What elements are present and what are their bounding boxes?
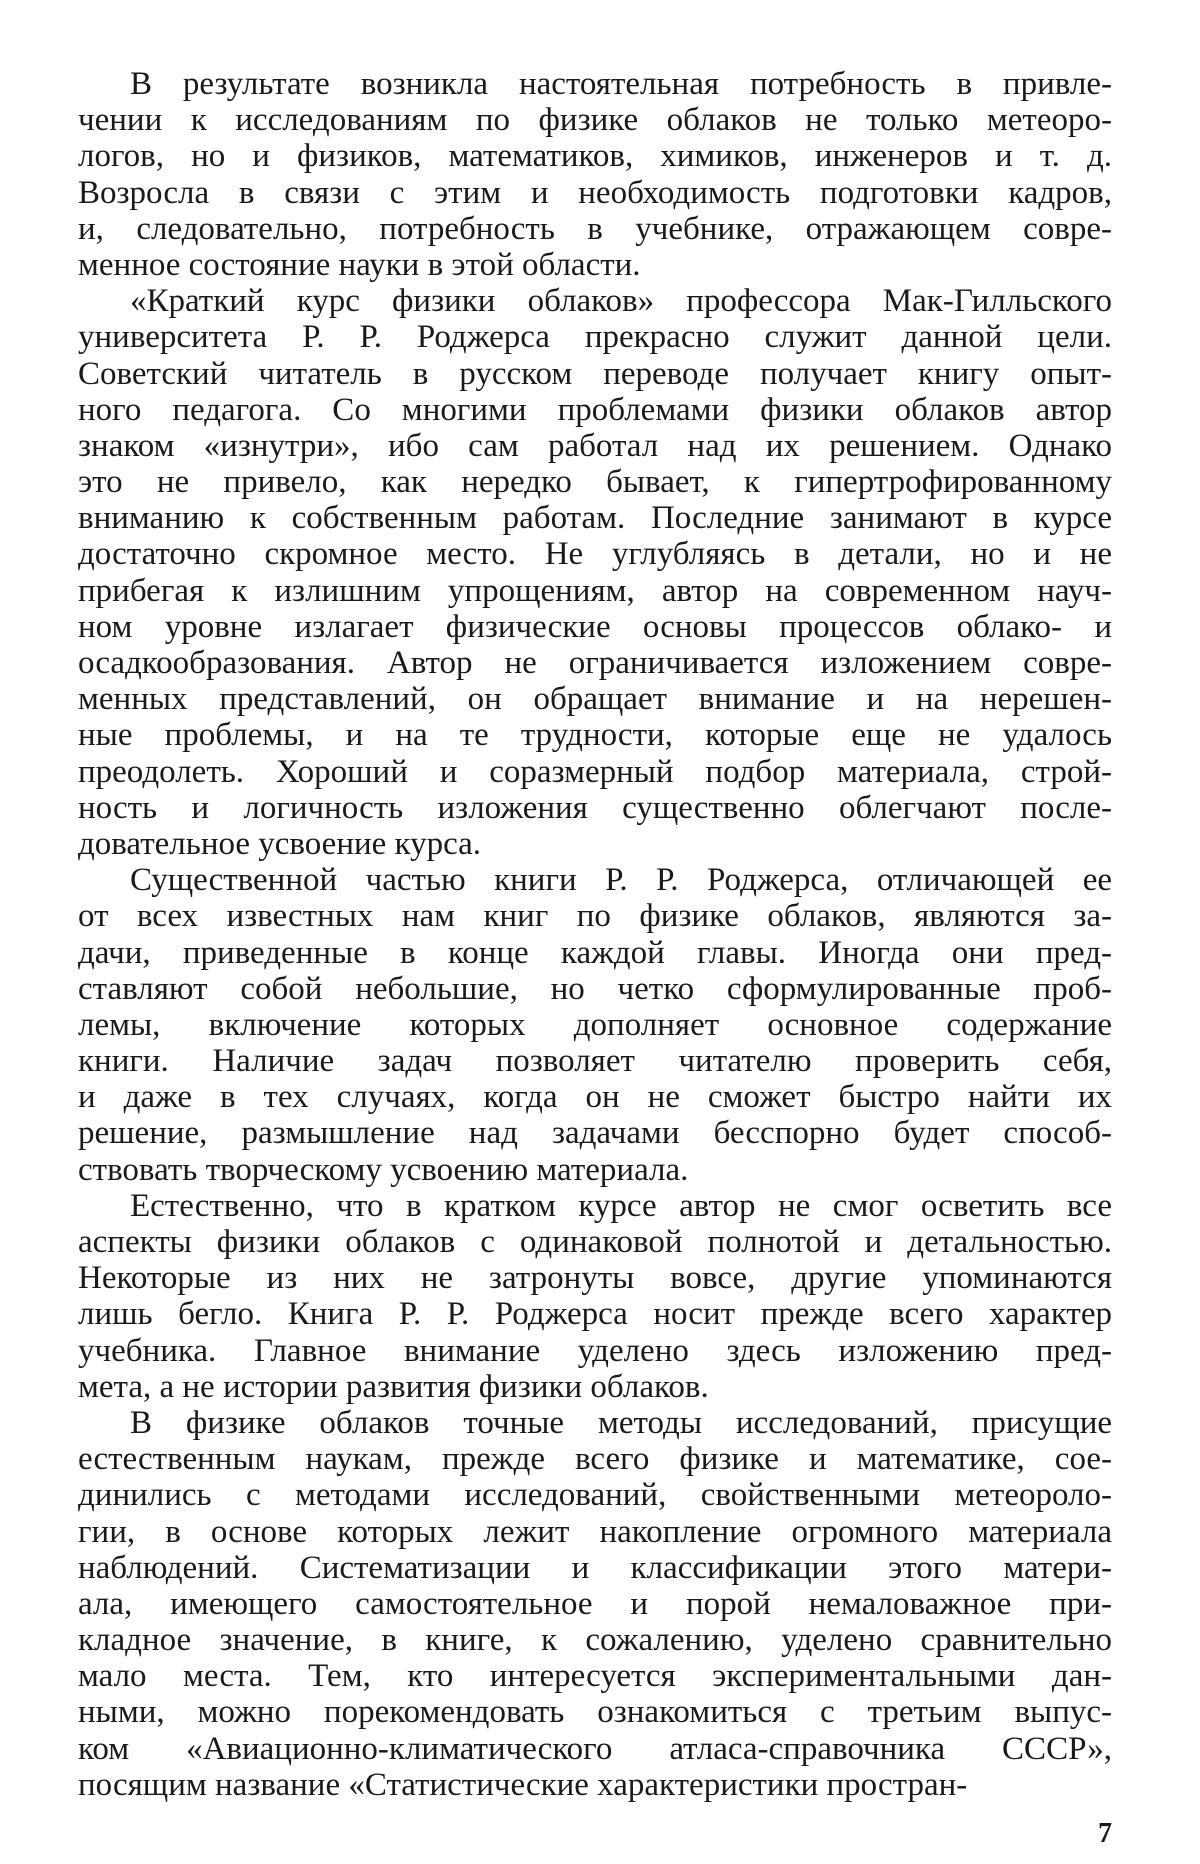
- text-line: университета Р. Р. Роджерса прекрасно служит данной цели.: [78, 319, 1112, 356]
- text-line: Некоторые из них не затронуты вовсе, другие упоминаются: [78, 1260, 1112, 1297]
- text-line: лишь бегло. Книга Р. Р. Роджерса носит прежде всего характер: [78, 1296, 1112, 1333]
- text-line: от всех известных нам книг по физике облаков, являются за-: [78, 898, 1112, 935]
- text-line: В физике облаков точные методы исследований, присущие: [130, 1404, 1112, 1441]
- text-line: ала, имеющего самостоятельное и порой немаловажное при-: [78, 1585, 1112, 1622]
- text-line: это не привело, как нередко бывает, к гипертрофированному: [78, 464, 1112, 501]
- text-line: ком «Авиационно-климатического атласа-справочника СССР»,: [78, 1730, 1112, 1767]
- text-line: кладное значение, в книге, к сожалению, уделено сравнительно: [78, 1622, 1112, 1659]
- paragraph: [78, 1405, 1112, 1803]
- text-line: аспекты физики облаков с одинаковой полнотой и детальностью.: [78, 1224, 1112, 1260]
- text-line: мета, а не истории развития физики облаков.: [78, 1368, 709, 1405]
- text-line: ными, можно порекомендовать ознакомиться с третьим выпус-: [78, 1694, 1112, 1731]
- text-line: ставляют собой небольшие, но четко сформулированные проб-: [78, 970, 1112, 1007]
- document-page: [78, 66, 1112, 1856]
- text-line: ные проблемы, и на те трудности, которые еще не удалось: [78, 717, 1112, 754]
- text-line: лемы, включение которых дополняет основное содержание: [78, 1006, 1112, 1043]
- text-line: «Краткий курс физики облаков» профессора Мак-Гилльского: [130, 283, 1112, 320]
- text-line: посящим название «Статистические характеристики простран-: [78, 1766, 968, 1803]
- paragraph: [78, 1188, 1112, 1405]
- text-line: наблюдений. Систематизации и классификации этого матери-: [78, 1549, 1112, 1586]
- page-number: 7: [1098, 1818, 1112, 1849]
- text-line: Естественно, что в кратком курсе автор не смог осветить все: [130, 1187, 1112, 1224]
- text-line: Советский читатель в русском переводе получает книгу опыт-: [78, 355, 1112, 392]
- text-line: довательное усвоение курса.: [78, 825, 482, 862]
- text-line: ного педагога. Со многими проблемами физики облаков автор: [78, 391, 1112, 428]
- text-line: мало места. Тем, кто интересуется экспериментальными дан-: [78, 1658, 1112, 1695]
- text-line: чении к исследованиям по физике облаков не только метеоро-: [78, 102, 1112, 139]
- text-line: преодолеть. Хороший и соразмерный подбор материала, строй-: [78, 753, 1112, 790]
- text-line: и даже в тех случаях, когда он не сможет быстро найти их: [78, 1079, 1112, 1116]
- text-line: и, следовательно, потребность в учебнике, отражающем совре-: [78, 210, 1112, 247]
- text-line: дачи, приведенные в конце каждой главы. Иногда они пред-: [78, 934, 1112, 971]
- text-line: естественным наукам, прежде всего физике и математике, сое-: [78, 1441, 1112, 1478]
- text-line: достаточно скромное место. Не углубляясь в детали, но и не: [78, 536, 1112, 573]
- text-line: прибегая к излишним упрощениям, автор на современном науч-: [78, 572, 1112, 609]
- text-line: ном уровне излагает физические основы процессов облако- и: [78, 608, 1112, 645]
- text-line: учебника. Главное внимание уделено здесь изложению пред-: [78, 1332, 1112, 1369]
- text-line: осадкообразования. Автор не ограничивается изложением совре-: [78, 645, 1112, 681]
- text-line: В результате возникла настоятельная потребность в привле-: [130, 66, 1112, 102]
- text-line: знаком «изнутри», ибо сам работал над их решением. Однако: [78, 427, 1112, 464]
- text-line: ствовать творческому усвоению материала.: [78, 1151, 689, 1188]
- paragraph: [78, 862, 1112, 1188]
- paragraph: [78, 66, 1112, 283]
- text-line: менных представлений, он обращает внимание и на нерешен-: [78, 681, 1112, 718]
- text-line: логов, но и физиков, математиков, химиков, инженеров и т. д.: [78, 138, 1112, 175]
- text-line: вниманию к собственным работам. Последние занимают в курсе: [78, 500, 1112, 537]
- body-text: [78, 66, 1112, 1803]
- text-line: Возросла в связи с этим и необходимость подготовки кадров,: [78, 174, 1112, 211]
- text-line: динились с методами исследований, свойственными метеороло-: [78, 1477, 1112, 1514]
- text-line: Существенной частью книги Р. Р. Роджерса, отличающей ее: [130, 862, 1112, 899]
- text-line: книги. Наличие задач позволяет читателю проверить себя,: [78, 1043, 1112, 1080]
- text-line: менное состояние науки в этой области.: [78, 246, 641, 283]
- text-line: гии, в основе которых лежит накопление огромного материала: [78, 1513, 1112, 1550]
- text-line: решение, размышление над задачами бесспорно будет способ-: [78, 1115, 1112, 1152]
- text-line: ность и логичность изложения существенно облегчают после-: [78, 789, 1112, 826]
- paragraph: [78, 283, 1112, 862]
